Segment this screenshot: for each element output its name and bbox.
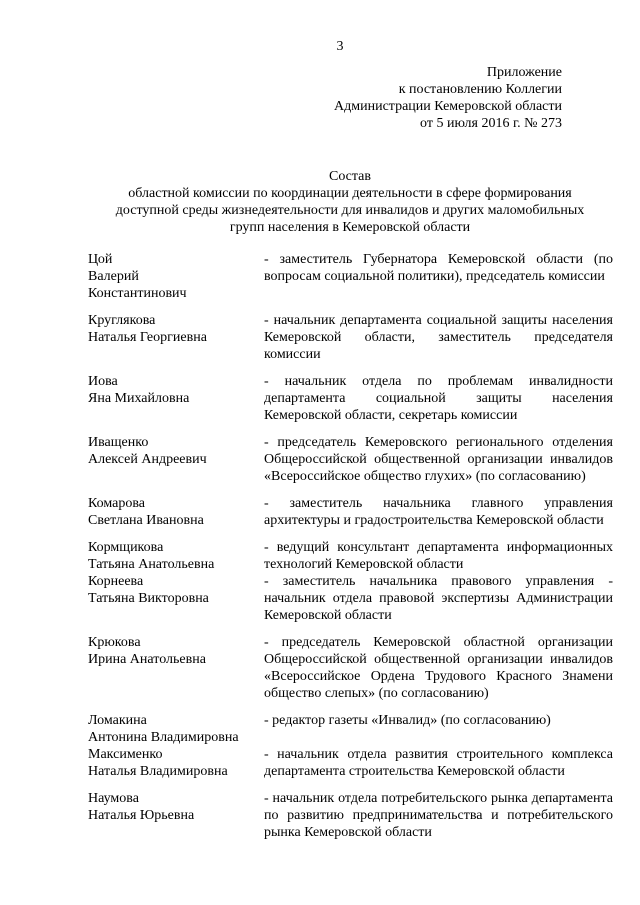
member-name bbox=[88, 312, 264, 363]
member-name bbox=[88, 539, 264, 573]
member-row bbox=[88, 434, 613, 485]
member-surname: Комарова bbox=[88, 496, 145, 511]
heading-title: Состав bbox=[328, 169, 371, 184]
appendix-block bbox=[334, 64, 562, 132]
member-surname: Максименко bbox=[88, 747, 163, 762]
member-name bbox=[88, 746, 264, 780]
document-heading bbox=[60, 168, 640, 236]
member-role: - председатель Кемеровского регионального отделения Общероссийской общественной организации инвалидов «Всероссийское общество глухих» (по согласованию) bbox=[264, 435, 613, 484]
member-row bbox=[88, 634, 613, 702]
member-given-name: Наталья Юрьевна bbox=[88, 808, 195, 823]
member-role: - заместитель Губернатора Кемеровской области (по вопросам социальной политики), председатель комиссии bbox=[264, 252, 613, 284]
member-role: - начальник отдела развития строительного комплекса департамента строительства Кемеровской области bbox=[264, 747, 613, 779]
heading-line: областной комиссии по координации деятельности в сфере формирования bbox=[128, 186, 572, 201]
member-role: - заместитель начальника правового управления - начальник отдела правовой экспертизы Администрации Кемеровской области bbox=[264, 574, 613, 623]
appendix-line: от 5 июля 2016 г. № 273 bbox=[420, 116, 562, 131]
member-row bbox=[88, 251, 613, 302]
member-name bbox=[88, 251, 264, 302]
member-row bbox=[88, 495, 613, 529]
member-given-name: Наталья Георгиевна bbox=[88, 330, 207, 345]
member-surname: Круглякова bbox=[88, 313, 156, 328]
member-row bbox=[88, 790, 613, 841]
member-given-name: Татьяна Анатольевна bbox=[88, 557, 215, 572]
member-name bbox=[88, 790, 264, 841]
member-role: - начальник департамента социальной защиты населения Кемеровской области, заместитель председателя комиссии bbox=[264, 313, 613, 362]
member-given-name: Светлана Ивановна bbox=[88, 513, 204, 528]
member-given-name: Яна Михайловна bbox=[88, 391, 190, 406]
member-name bbox=[88, 634, 264, 702]
member-given-name: Ирина Анатольевна bbox=[88, 652, 206, 667]
member-name bbox=[88, 573, 264, 624]
member-surname: Цой bbox=[88, 252, 113, 267]
member-surname: Корнеева bbox=[88, 574, 144, 589]
member-role: - ведущий консультант департамента информационных технологий Кемеровской области bbox=[264, 540, 613, 572]
member-given-name: Наталья Владимировна bbox=[88, 764, 228, 779]
appendix-line: Администрации Кемеровской области bbox=[334, 99, 562, 114]
member-name bbox=[88, 712, 264, 746]
member-name bbox=[88, 434, 264, 485]
member-given-name: Валерий bbox=[88, 269, 139, 284]
member-name bbox=[88, 373, 264, 424]
heading-line: групп населения в Кемеровской области bbox=[229, 220, 471, 235]
members-list bbox=[88, 251, 613, 851]
member-surname: Крюкова bbox=[88, 635, 141, 650]
member-row bbox=[88, 312, 613, 363]
member-surname: Наумова bbox=[88, 791, 139, 806]
member-role: - заместитель начальника главного управления архитектуры и градостроительства Кемеровской области bbox=[264, 496, 613, 528]
member-row bbox=[88, 373, 613, 424]
page-number: 3 bbox=[336, 39, 344, 54]
member-given-name: Алексей Андреевич bbox=[88, 452, 207, 467]
member-role: - редактор газеты «Инвалид» (по согласованию) bbox=[264, 713, 551, 728]
member-patronymic: Константинович bbox=[88, 286, 187, 301]
member-given-name: Антонина Владимировна bbox=[88, 730, 239, 745]
appendix-line: Приложение bbox=[486, 65, 562, 80]
member-surname: Иова bbox=[88, 374, 118, 389]
member-surname: Ломакина bbox=[88, 713, 147, 728]
member-surname: Иващенко bbox=[88, 435, 149, 450]
appendix-line: к постановлению Коллегии bbox=[398, 82, 562, 97]
member-row bbox=[88, 746, 613, 780]
member-role: - начальник отдела потребительского рынка департамента по развитию предпринимательства и потребительского рынка Кемеровской области bbox=[264, 791, 613, 840]
member-role: - начальник отдела по проблемам инвалидности департамента социальной защиты населения Кемеровской области, секретарь комиссии bbox=[264, 374, 613, 423]
member-row bbox=[88, 573, 613, 624]
member-row bbox=[88, 712, 613, 746]
member-role: - председатель Кемеровской областной организации Общероссийской общественной организации инвалидов «Всероссийское Ордена Трудового Красного Знамени общество слепых» (по согласованию) bbox=[264, 635, 613, 701]
member-row bbox=[88, 539, 613, 573]
member-name bbox=[88, 495, 264, 529]
member-surname: Кормщикова bbox=[88, 540, 164, 555]
heading-line: доступной среды жизнедеятельности для инвалидов и других маломобильных bbox=[115, 203, 585, 218]
member-given-name: Татьяна Викторовна bbox=[88, 591, 209, 606]
